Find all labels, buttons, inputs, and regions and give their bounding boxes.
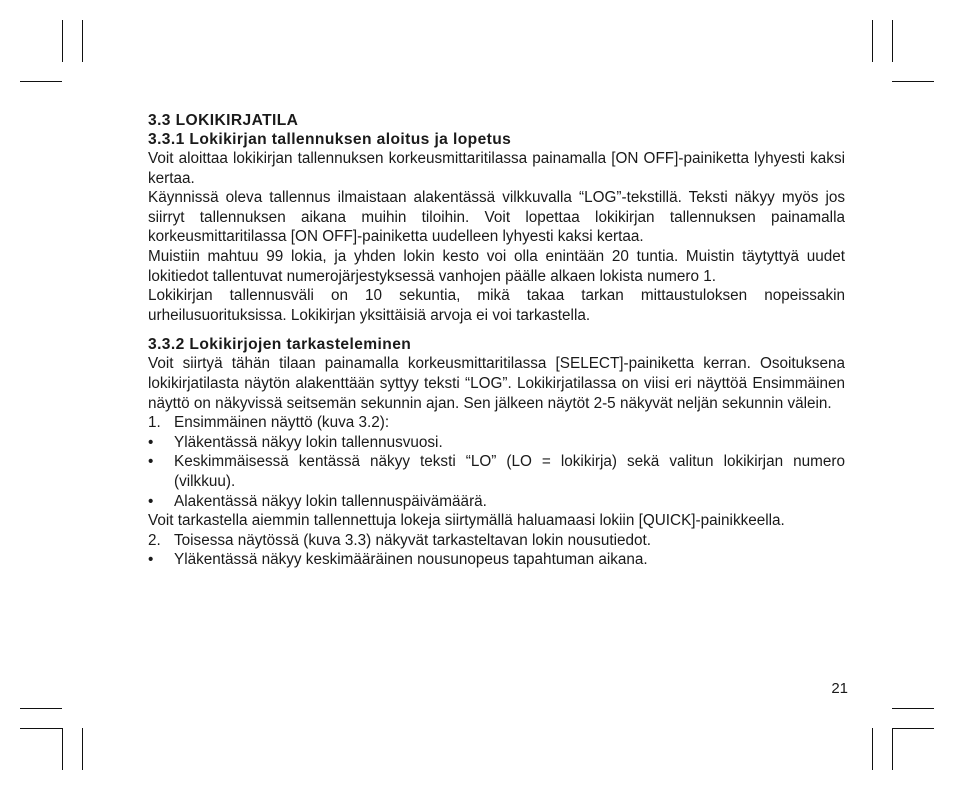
section-heading: 3.3 LOKIKIRJATILA (148, 112, 299, 129)
paragraph: Lokikirjan tallennusväli on 10 sekuntia, mikä takaa tarkan mittaustuloksen nopeissakin urheilusuorituksissa. Lokikirjan yksittäisiä arvoja ei voi tarkastella. (148, 287, 845, 324)
subsection-heading: 3.3.2 Lokikirjojen tarkasteleminen (148, 336, 412, 354)
list-marker: • (148, 433, 154, 451)
list-item (148, 433, 845, 453)
crop-mark (892, 728, 893, 770)
crop-mark (892, 81, 934, 82)
list-item-text: Yläkentässä näkyy keskimääräinen nousunopeus tapahtuman aikana. (174, 551, 648, 569)
crop-mark (62, 728, 63, 770)
paragraph: Muistiin mahtuu 99 lokia, ja yhden lokin kesto voi olla enintään 20 tuntia. Muistin täytyttyä uudet lokitiedot tallentuvat numerojärjestyksessä vanhojen päälle alkaen lokista numero 1. (148, 247, 845, 285)
crop-mark (82, 728, 83, 770)
paragraph: Voit tarkastella aiemmin tallennettuja lokeja siirtymällä haluamaasi lokiin [QUICK]-painikkeella. (148, 512, 785, 530)
list-item-text: Alakentässä näkyy lokin tallennuspäivämäärä. (174, 492, 487, 510)
crop-mark (20, 728, 62, 729)
paragraph: Voit aloittaa lokikirjan tallennuksen korkeusmittaritilassa painamalla [ON OFF]-painiketta lyhyesti kaksi kertaa. (148, 150, 845, 187)
page-number: 21 (831, 680, 848, 697)
list-item (148, 492, 845, 512)
crop-mark (892, 728, 934, 729)
paragraph: Käynnissä oleva tallennus ilmaistaan alakentässä vilkkuvalla “LOG”-tekstillä. Teksti näkyy myös jos siirryt tallennuksen aikana muihin tiloihin. Voit lopettaa lokikirjan tallennuksen painamalla korkeusmittaritilassa [ON OFF]-painiketta uudelleen lyhyesti kaksi kertaa. (148, 189, 845, 246)
list-marker: • (148, 551, 154, 569)
subsection-heading: 3.3.1 Lokikirjan tallennuksen aloitus ja lopetus (148, 131, 512, 148)
paragraph: Voit siirtyä tähän tilaan painamalla korkeusmittaritilassa [SELECT]-painiketta kerran. Osoituksena lokikirjatilasta näytön alakenttään syttyy teksti “LOG”. Lokikirjatilassa on viisi eri näyttöä Ensimmäinen näyttö on näkyvissä seitsemän sekunnin ajan. Sen jälkeen näytöt 2-5 näkyvät neljän sekunnin välein. (148, 355, 845, 412)
list-item (148, 531, 845, 551)
crop-mark (892, 20, 893, 62)
page-content (148, 111, 845, 570)
list-item-text: Toisessa näytössä (kuva 3.3) näkyvät tarkasteltavan lokin nousutiedot. (174, 531, 652, 549)
list-item (148, 413, 845, 433)
crop-mark (62, 20, 63, 62)
list-item (148, 550, 845, 570)
list-item-text: Keskimmäisessä kentässä näkyy teksti “LO” (LO = lokikirja) sekä valitun lokikirjan numero (vilkkuu). (174, 453, 845, 490)
list-marker: 1. (148, 414, 161, 432)
crop-mark (872, 728, 873, 770)
list-item-text: Yläkentässä näkyy lokin tallennusvuosi. (174, 433, 443, 451)
list-marker: • (148, 453, 154, 471)
crop-mark (20, 81, 62, 82)
crop-mark (82, 20, 83, 62)
list-item (148, 452, 845, 491)
crop-mark (20, 708, 62, 709)
list-marker: 2. (148, 531, 161, 549)
crop-mark (892, 708, 934, 709)
crop-mark (872, 20, 873, 62)
list-marker: • (148, 492, 154, 510)
list-item-text: Ensimmäinen näyttö (kuva 3.2): (174, 414, 390, 432)
